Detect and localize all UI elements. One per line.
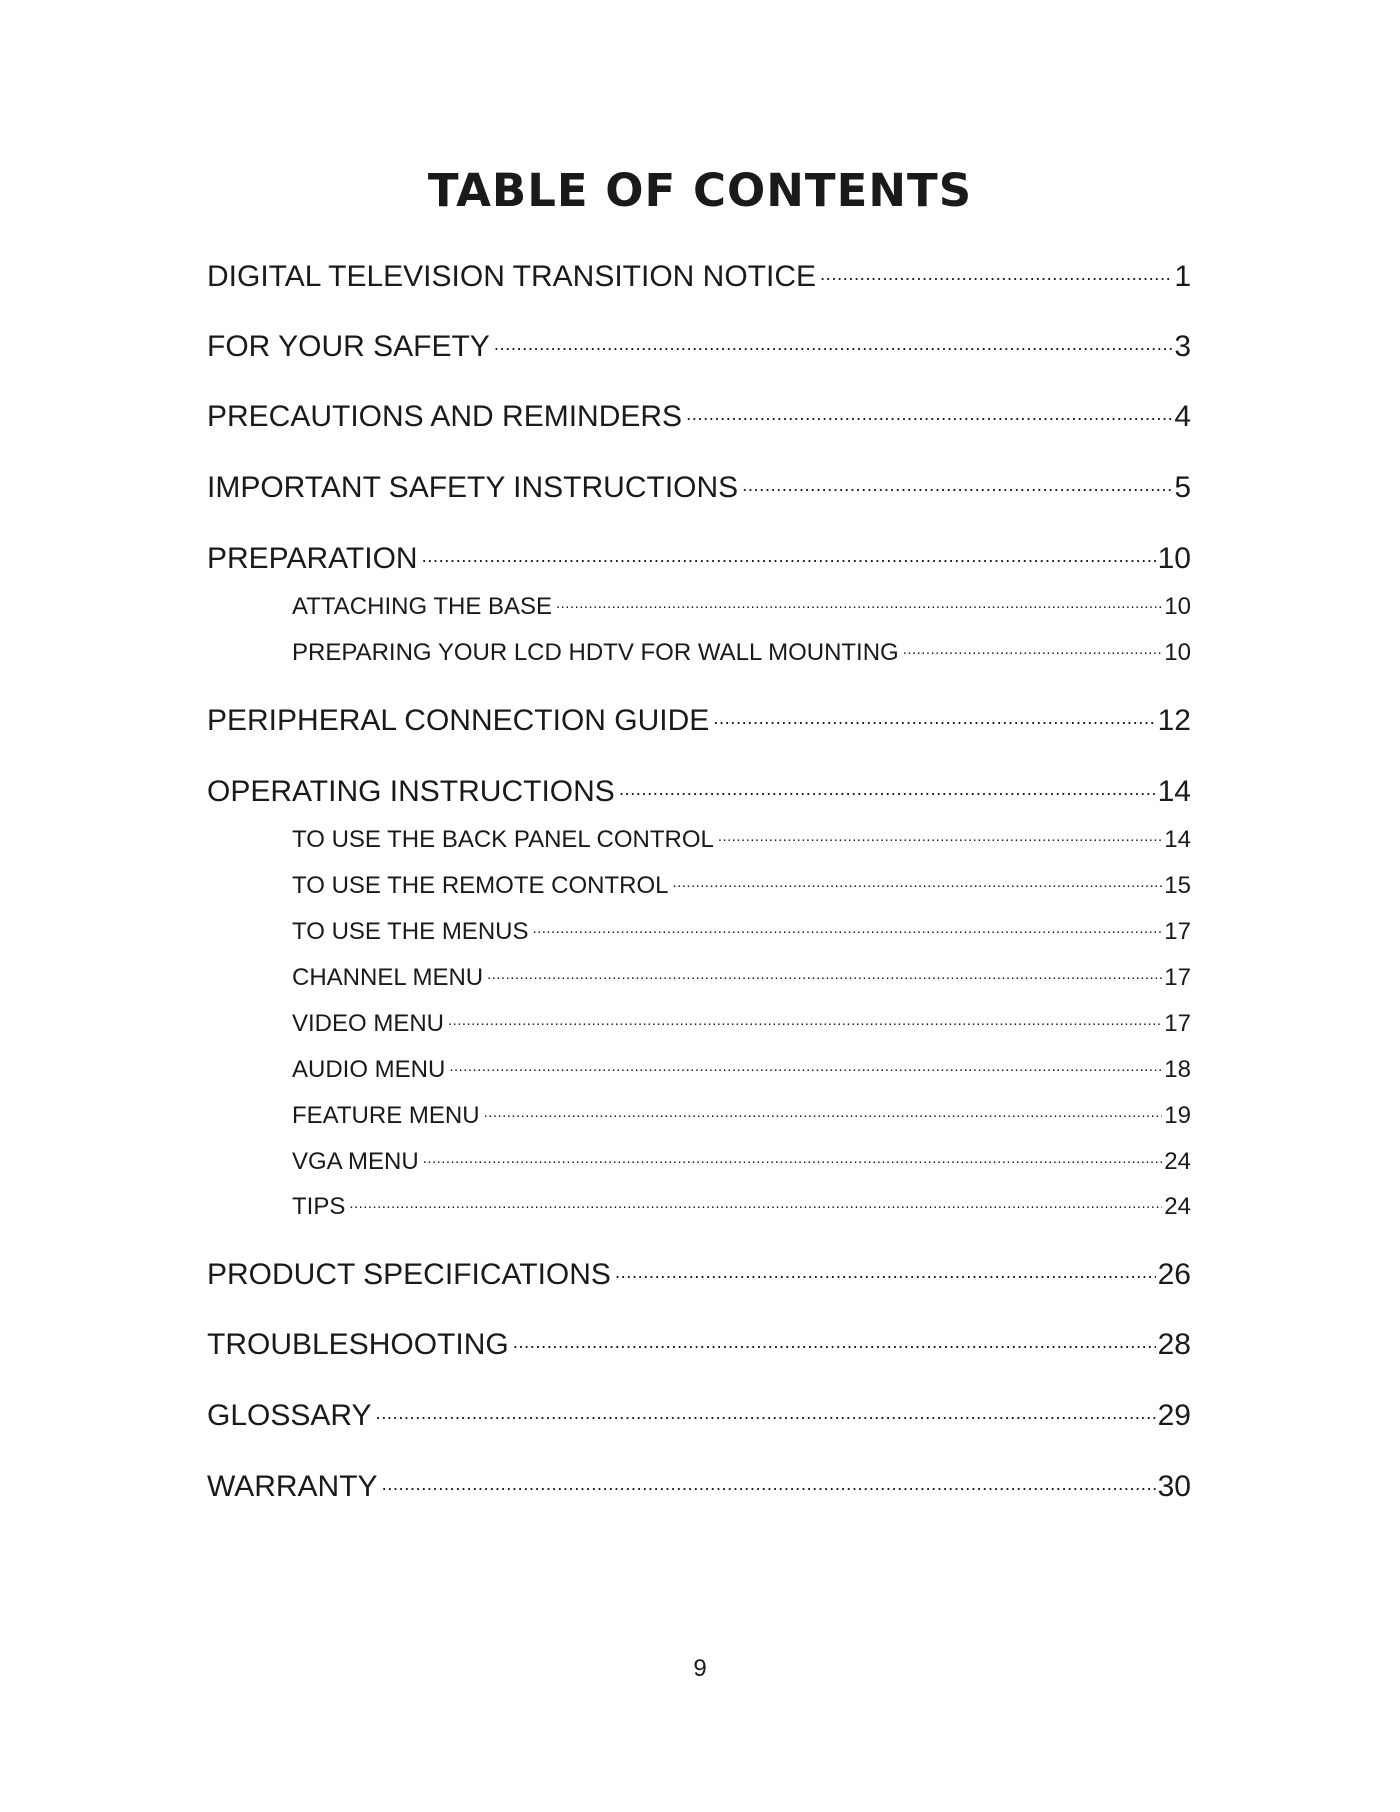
toc-dot-leader bbox=[619, 771, 1156, 801]
toc-entry-attaching-the-base[interactable] bbox=[292, 590, 1191, 622]
toc-dot-leader bbox=[382, 1466, 1156, 1496]
toc-dot-leader bbox=[376, 1395, 1156, 1425]
toc-entry-label: FEATURE MENU bbox=[292, 1102, 480, 1129]
toc-entry-page: 17 bbox=[1164, 918, 1191, 945]
toc-entry-back-panel-control[interactable] bbox=[292, 823, 1191, 855]
toc-dot-leader bbox=[718, 823, 1162, 847]
toc-entry-preparation[interactable] bbox=[207, 538, 1191, 578]
toc-entry-video-menu[interactable] bbox=[292, 1007, 1191, 1039]
toc-entry-page: 29 bbox=[1157, 1399, 1191, 1432]
toc-entry-remote-control[interactable] bbox=[292, 869, 1191, 901]
toc-entry-digital-television-transition-notice[interactable] bbox=[207, 256, 1191, 296]
toc-dot-leader bbox=[686, 396, 1172, 426]
toc-entry-page: 10 bbox=[1164, 639, 1191, 666]
toc-entry-page: 24 bbox=[1164, 1148, 1191, 1175]
toc-entry-for-your-safety[interactable] bbox=[207, 326, 1191, 366]
toc-dot-leader bbox=[487, 961, 1162, 985]
toc-entry-label: CHANNEL MENU bbox=[292, 964, 484, 991]
toc-dot-leader bbox=[903, 636, 1163, 660]
toc-entry-preparing-wall-mounting[interactable] bbox=[292, 636, 1191, 668]
toc-dot-leader bbox=[615, 1254, 1156, 1284]
toc-entry-page: 1 bbox=[1174, 260, 1191, 293]
toc-entry-page: 12 bbox=[1157, 704, 1191, 737]
toc-entry-label: IMPORTANT SAFETY INSTRUCTIONS bbox=[207, 471, 739, 504]
toc-entry-tips[interactable] bbox=[292, 1190, 1191, 1222]
toc-dot-leader bbox=[423, 1145, 1163, 1169]
toc-entry-label: ATTACHING THE BASE bbox=[292, 593, 553, 620]
toc-entry-operating-instructions[interactable] bbox=[207, 771, 1191, 811]
toc-entry-label: PREPARING YOUR LCD HDTV FOR WALL MOUNTING bbox=[292, 639, 899, 666]
toc-entry-vga-menu[interactable] bbox=[292, 1145, 1191, 1177]
toc-entry-page: 26 bbox=[1157, 1258, 1191, 1291]
page-title: TABLE OF CONTENTS bbox=[427, 164, 973, 217]
toc-dot-leader bbox=[422, 538, 1156, 568]
toc-dot-leader bbox=[673, 869, 1163, 893]
toc-entry-page: 14 bbox=[1164, 826, 1191, 853]
toc-entry-page: 17 bbox=[1164, 964, 1191, 991]
toc-entry-troubleshooting[interactable] bbox=[207, 1324, 1191, 1364]
toc-entry-label: TO USE THE MENUS bbox=[292, 918, 529, 945]
toc-dot-leader bbox=[820, 256, 1172, 286]
toc-entry-glossary[interactable] bbox=[207, 1395, 1191, 1435]
page-number: 9 bbox=[693, 1655, 707, 1682]
toc-entry-product-specifications[interactable] bbox=[207, 1254, 1191, 1294]
toc-dot-leader bbox=[513, 1324, 1156, 1354]
toc-entry-label: DIGITAL TELEVISION TRANSITION NOTICE bbox=[207, 260, 816, 293]
toc-entry-channel-menu[interactable] bbox=[292, 961, 1191, 993]
toc-entry-label: TIPS bbox=[292, 1193, 346, 1220]
toc-entry-page: 14 bbox=[1157, 775, 1191, 808]
toc-entry-label: AUDIO MENU bbox=[292, 1056, 446, 1083]
toc-entry-page: 28 bbox=[1157, 1328, 1191, 1361]
toc-entry-label: WARRANTY bbox=[207, 1470, 378, 1503]
toc-entry-page: 10 bbox=[1164, 593, 1191, 620]
toc-entry-label: PREPARATION bbox=[207, 542, 418, 575]
toc-entry-label: TO USE THE REMOTE CONTROL bbox=[292, 872, 669, 899]
toc-entry-page: 3 bbox=[1174, 330, 1191, 363]
toc-dot-leader bbox=[494, 326, 1172, 356]
toc-dot-leader bbox=[449, 1053, 1162, 1077]
toc-entry-page: 24 bbox=[1164, 1193, 1191, 1220]
toc-entry-audio-menu[interactable] bbox=[292, 1053, 1191, 1085]
toc-entry-page: 15 bbox=[1164, 872, 1191, 899]
toc-entry-page: 30 bbox=[1157, 1470, 1191, 1503]
toc-entry-page: 18 bbox=[1164, 1056, 1191, 1083]
toc-entry-page: 19 bbox=[1164, 1102, 1191, 1129]
toc-dot-leader bbox=[484, 1099, 1163, 1123]
toc-dot-leader bbox=[556, 590, 1162, 614]
toc-entry-label: VIDEO MENU bbox=[292, 1010, 445, 1037]
toc-entry-page: 17 bbox=[1164, 1010, 1191, 1037]
toc-entry-page: 5 bbox=[1174, 471, 1191, 504]
toc-entry-label: GLOSSARY bbox=[207, 1399, 372, 1432]
toc-entry-label: TO USE THE BACK PANEL CONTROL bbox=[292, 826, 714, 853]
toc-dot-leader bbox=[349, 1190, 1162, 1214]
toc-entry-label: PRECAUTIONS AND REMINDERS bbox=[207, 400, 683, 433]
toc-entry-peripheral-connection-guide[interactable] bbox=[207, 700, 1191, 740]
toc-entry-label: OPERATING INSTRUCTIONS bbox=[207, 775, 615, 808]
toc-entry-to-use-the-menus[interactable] bbox=[292, 915, 1191, 947]
toc-entry-label: FOR YOUR SAFETY bbox=[207, 330, 490, 363]
toc-entry-feature-menu[interactable] bbox=[292, 1099, 1191, 1131]
toc-entry-label: TROUBLESHOOTING bbox=[207, 1328, 509, 1361]
toc-entry-page: 10 bbox=[1157, 542, 1191, 575]
toc-dot-leader bbox=[532, 915, 1162, 939]
toc-entry-label: PERIPHERAL CONNECTION GUIDE bbox=[207, 704, 710, 737]
toc-entry-warranty[interactable] bbox=[207, 1466, 1191, 1506]
toc-dot-leader bbox=[742, 467, 1172, 497]
toc-entry-precautions-and-reminders[interactable] bbox=[207, 396, 1191, 436]
toc-entry-important-safety-instructions[interactable] bbox=[207, 467, 1191, 507]
toc-entry-label: VGA MENU bbox=[292, 1148, 419, 1175]
toc-dot-leader bbox=[713, 700, 1155, 730]
toc-entry-page: 4 bbox=[1174, 400, 1191, 433]
toc-dot-leader bbox=[448, 1007, 1162, 1031]
toc-entry-label: PRODUCT SPECIFICATIONS bbox=[207, 1258, 611, 1291]
